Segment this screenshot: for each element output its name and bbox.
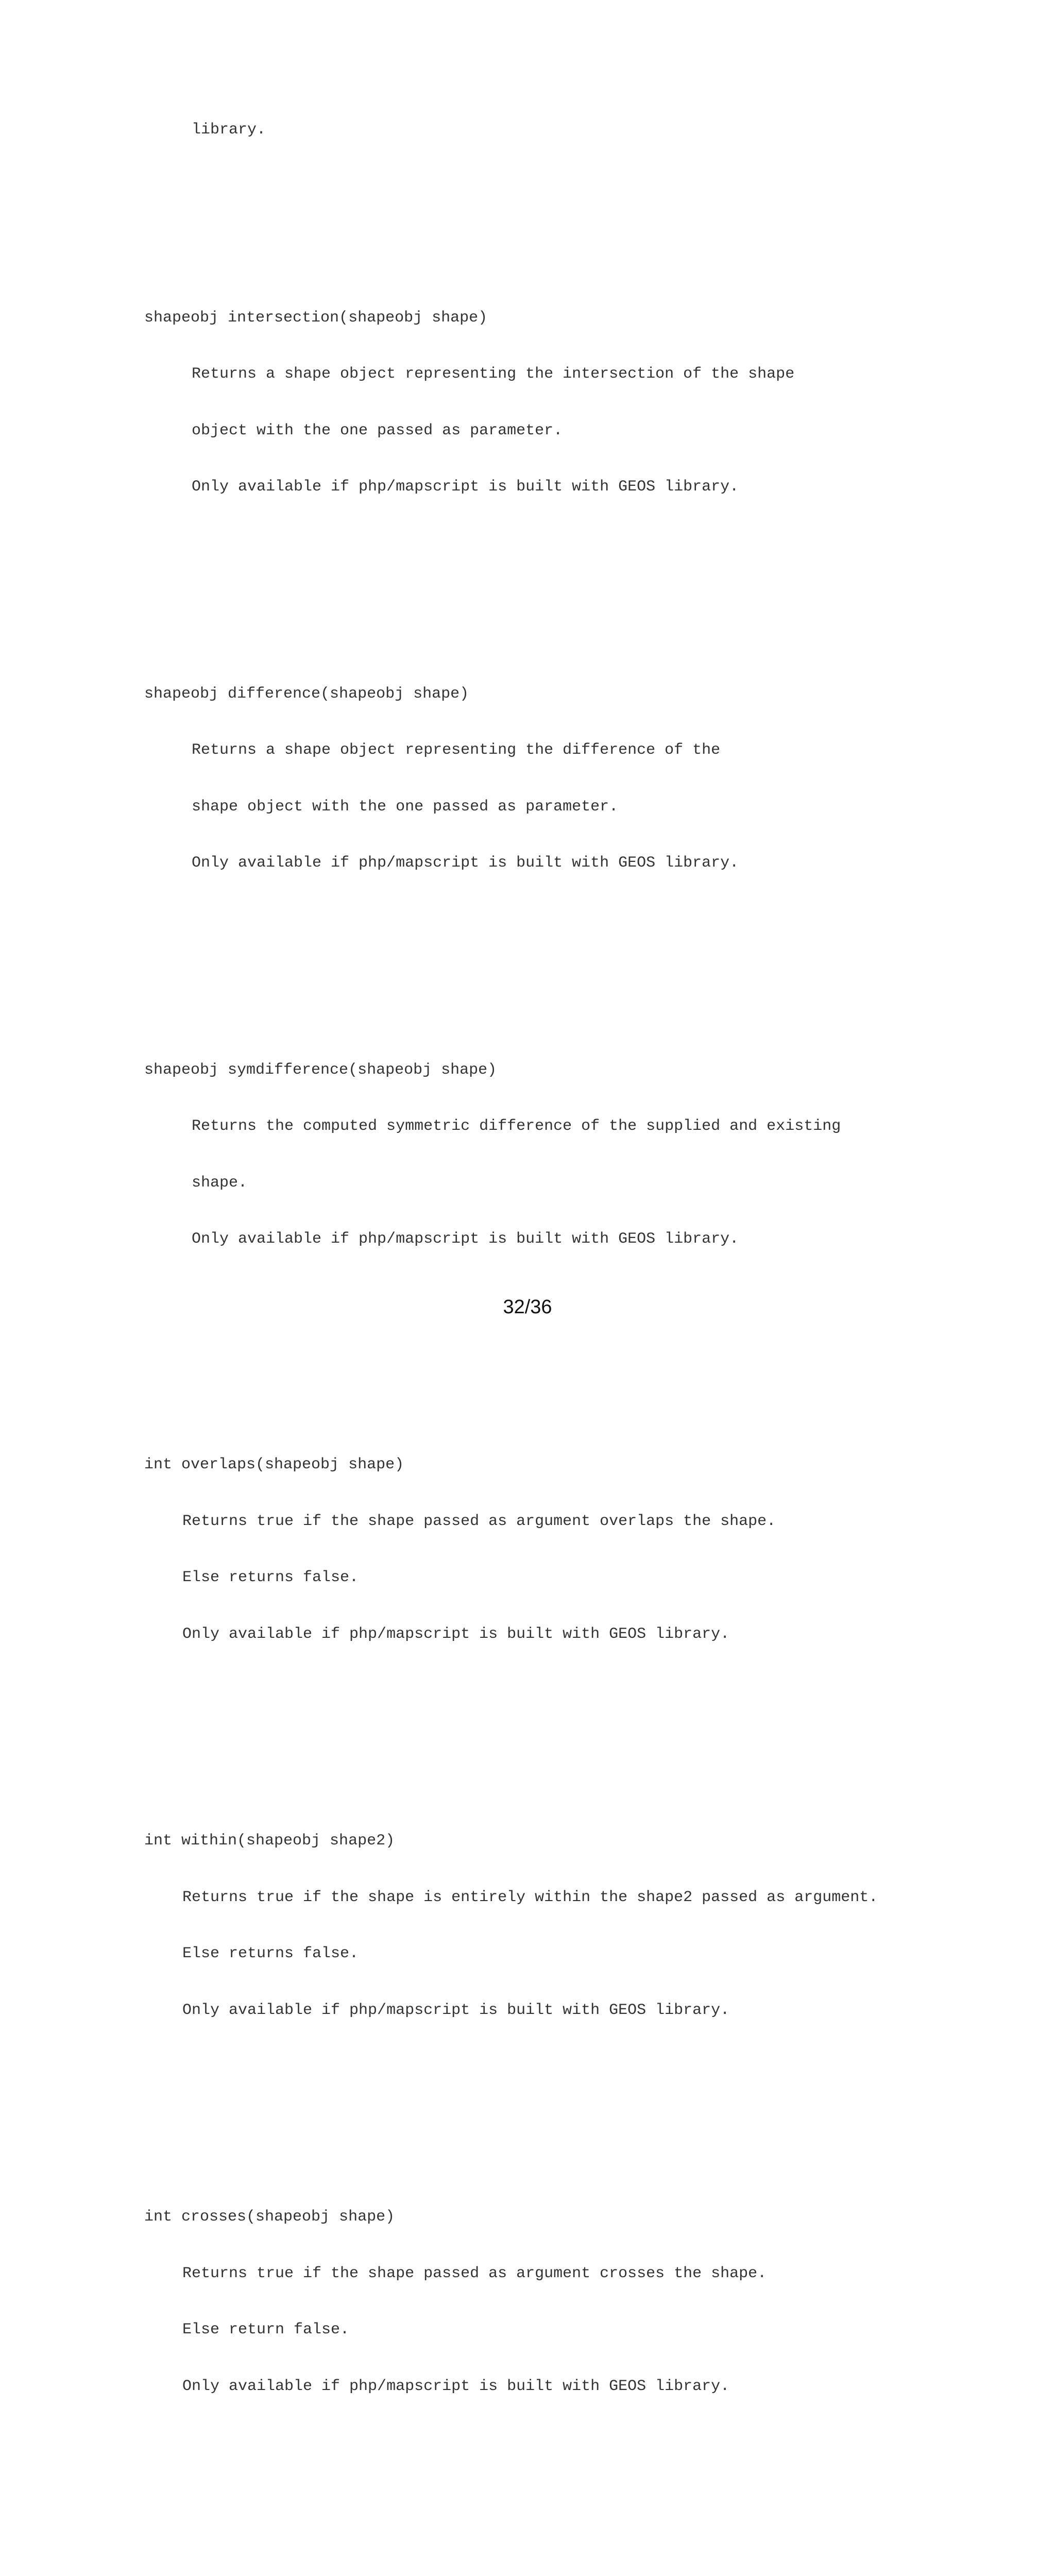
method-description-line: Returns a shape object representing the intersection of the shape bbox=[192, 365, 795, 383]
method-description-line: Only available if php/mapscript is built with GEOS library. bbox=[182, 1625, 730, 1643]
method-description-line: Only available if php/mapscript is built with GEOS library. bbox=[192, 854, 739, 872]
method-signature: shapeobj difference(shapeobj shape) bbox=[144, 685, 469, 703]
method-description-line: Only available if php/mapscript is built with GEOS library. bbox=[182, 2001, 730, 2019]
method-description-line: Returns true if the shape passed as argument crosses the shape. bbox=[182, 2264, 767, 2282]
method-signature: int within(shapeobj shape2) bbox=[144, 1832, 395, 1850]
method-description-line: Else returns false. bbox=[182, 1945, 359, 1962]
method-signature: int overlaps(shapeobj shape) bbox=[144, 1456, 404, 1473]
spacer bbox=[144, 177, 1041, 196]
spacer bbox=[144, 534, 1041, 553]
spacer bbox=[144, 2057, 1041, 2076]
method-entry-symdifference bbox=[144, 1023, 1041, 1343]
method-description-line: Returns true if the shape is entirely within the shape2 passed as argument. bbox=[182, 1888, 878, 1906]
method-description-line: Only available if php/mapscript is built with GEOS library. bbox=[192, 1230, 739, 1248]
method-description-line: Else returns false. bbox=[182, 1569, 359, 1586]
method-description-line: Only available if php/mapscript is built with GEOS library. bbox=[182, 2377, 730, 2395]
continuation-line: library. bbox=[192, 121, 266, 139]
page-content bbox=[144, 64, 1041, 2576]
page-number: 32/36 bbox=[503, 1296, 552, 1318]
method-description-line: Returns the computed symmetric difference of the supplied and existing bbox=[192, 1117, 841, 1135]
method-entry-overlaps bbox=[144, 1418, 1041, 1738]
method-signature: shapeobj intersection(shapeobj shape) bbox=[144, 309, 488, 327]
spacer bbox=[144, 910, 1041, 929]
spacer bbox=[144, 2433, 1041, 2452]
method-entry-difference bbox=[144, 647, 1041, 967]
method-entry-touches bbox=[144, 2546, 1041, 2576]
method-entry-crosses bbox=[144, 2170, 1041, 2490]
method-description-line: shape. bbox=[192, 1174, 248, 1192]
spacer bbox=[144, 1681, 1041, 1700]
method-signature: int crosses(shapeobj shape) bbox=[144, 2208, 395, 2226]
method-description-line: Returns a shape object representing the difference of the bbox=[192, 741, 721, 759]
method-signature: shapeobj symdifference(shapeobj shape) bbox=[144, 1061, 497, 1079]
method-description-line: Else return false. bbox=[182, 2321, 350, 2338]
method-entry-intersection bbox=[144, 271, 1041, 591]
method-description-line: Returns true if the shape passed as argument overlaps the shape. bbox=[182, 1512, 776, 1530]
method-entry-within bbox=[144, 1794, 1041, 2114]
method-description-line: object with the one passed as parameter. bbox=[192, 421, 563, 439]
method-description-line: Only available if php/mapscript is built with GEOS library. bbox=[192, 478, 739, 496]
method-description-line: shape object with the one passed as parameter. bbox=[192, 798, 619, 816]
